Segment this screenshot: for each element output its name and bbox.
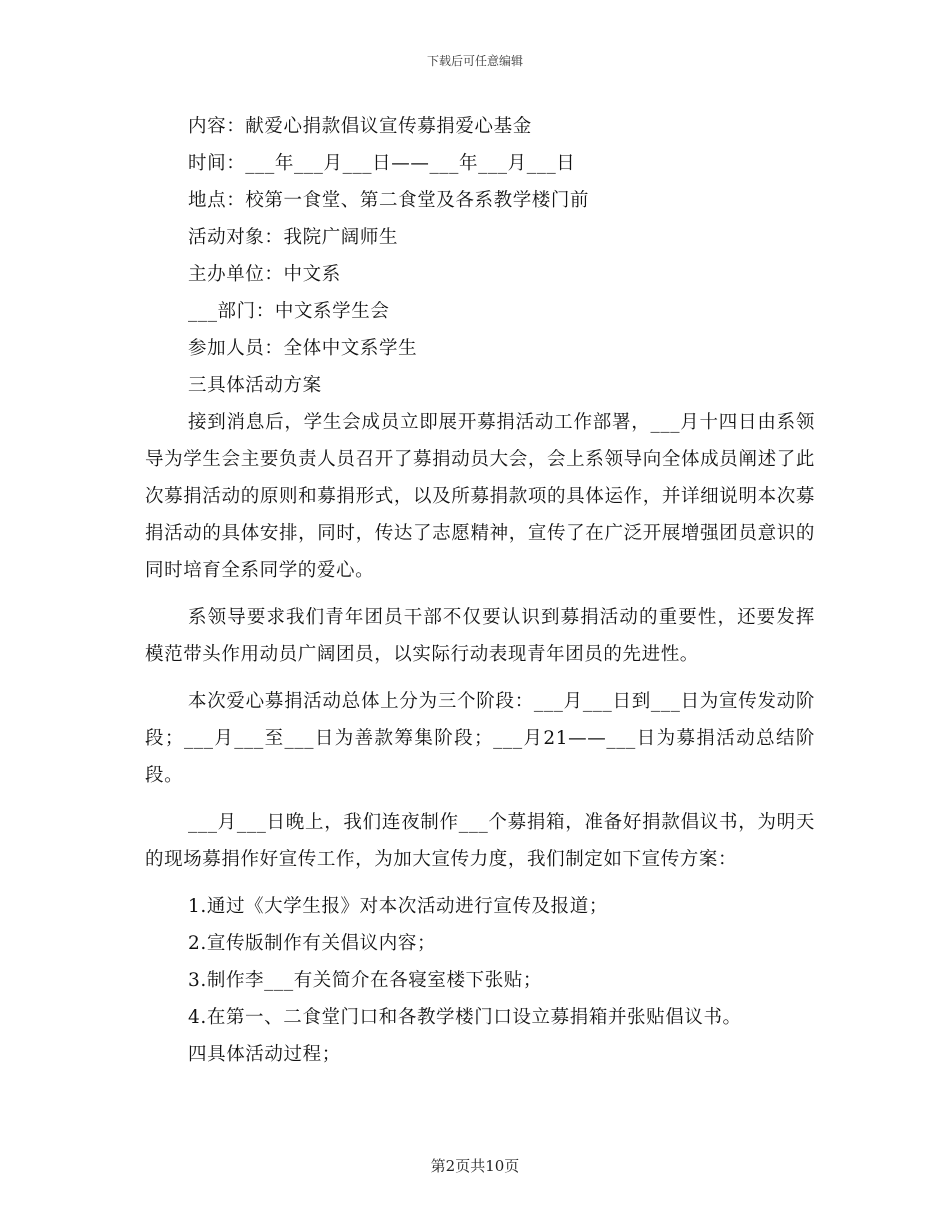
section-heading-four: 四具体活动过程； xyxy=(188,1044,341,1065)
page-header-note: 下载后可任意编辑 xyxy=(426,54,523,68)
content-line: 内容：献爱心捐款倡议宣传募捐爱心基金 xyxy=(188,116,532,137)
list-item: 3.制作李___有关简介在各寝室楼下张贴； xyxy=(188,970,543,991)
paragraph-deployment: 接到消息后，学生会成员立即展开募捐活动工作部署，___月十四日由系领导为学生会主要负责人员召开了募捐动员大会，会上系领导向全体成员阐述了此次募捐活动的原则和募捐形式，以及所募捐款项的具体运作，并详细说明本次募捐活动的具体安排，同时，传达了志愿精神，宣传了在广泛开展增强团员意识的同时培育全系同学的爱心。 xyxy=(145,412,815,581)
place-line: 地点：校第一食堂、第二食堂及各系教学楼门前 xyxy=(188,190,590,211)
department-line: ___部门：中文系学生会 xyxy=(188,301,390,322)
section-heading-three: 三具体活动方案 xyxy=(188,375,322,396)
publicity-list xyxy=(145,888,815,1036)
time-line: 时间：___年___月___日——___年___月___日 xyxy=(188,153,576,174)
target-line: 活动对象：我院广阔师生 xyxy=(188,227,399,248)
host-line: 主办单位：中文系 xyxy=(188,264,341,285)
participants-line: 参加人员：全体中文系学生 xyxy=(188,338,418,359)
list-item: 2.宣传版制作有关倡议内容； xyxy=(188,933,437,954)
paragraph-requirements: 系领导要求我们青年团员干部不仅要认识到募捐活动的重要性，还要发挥模范带头作用动员广阔团员，以实际行动表现青年团员的先进性。 xyxy=(145,607,815,665)
list-item: 1.通过《大学生报》对本次活动进行宣传及报道； xyxy=(188,896,608,917)
list-item: 4.在第一、二食堂门口和各教学楼门口设立募捐箱并张贴倡议书。 xyxy=(188,1007,742,1028)
page-number-footer: 第2页共10页 xyxy=(430,1157,520,1175)
paragraph-stages: 本次爱心募捐活动总体上分为三个阶段：___月___日到___日为宣传发动阶段；___月___至___日为善款筹集阶段；___月21——___日为募捐活动总结阶段。 xyxy=(145,691,815,786)
paragraph-preparation: ___月___日晚上，我们连夜制作___个募捐箱，准备好捐款倡议书，为明天的现场募捐作好宣传工作，为加大宣传力度，我们制定如下宣传方案： xyxy=(145,812,815,870)
document-body xyxy=(145,108,815,1073)
